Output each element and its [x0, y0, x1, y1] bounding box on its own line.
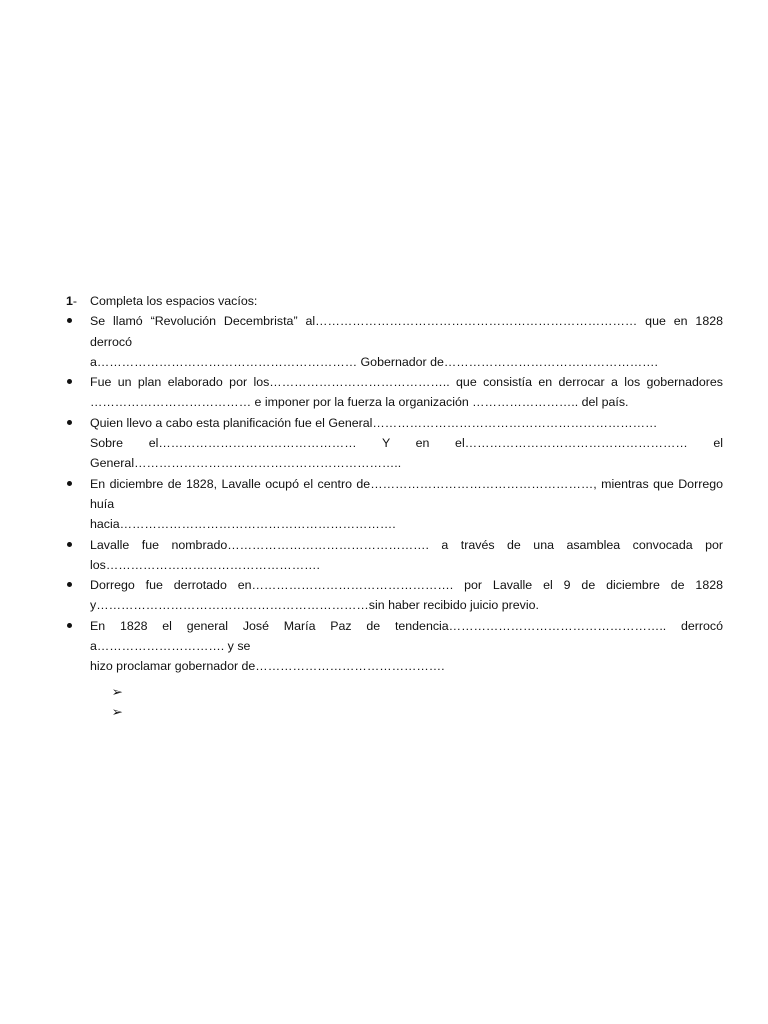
- exercise-block: [66, 291, 723, 677]
- item-line: hacia………………………………………………………….: [90, 517, 396, 532]
- fill-in-item: [66, 575, 723, 616]
- item-line: ………………………………… e imponer por la fuerza la organización …………………….. del país.: [90, 395, 629, 410]
- exercise-heading: [66, 291, 723, 311]
- fill-in-item: [66, 413, 723, 474]
- fill-in-item: [66, 474, 723, 535]
- fill-in-item: [66, 311, 723, 372]
- arrow-bullet-item: [112, 702, 122, 722]
- arrow-bullet-icon: ➢: [111, 685, 123, 699]
- fill-in-list: [66, 311, 723, 676]
- arrow-bullet-item: [112, 682, 122, 702]
- fill-in-item: [66, 372, 723, 413]
- item-line: En diciembre de 1828, Lavalle ocupó el centro de………………………………………………, mientras que Dorrego huía: [90, 476, 723, 511]
- item-line: a……………………………………………………… Gobernador de…………………………………………….: [90, 354, 658, 369]
- item-line: Quien llevo a cabo esta planificación fue el General……………………………………………………………: [90, 415, 658, 430]
- item-line: y…………………………………………………………sin haber recibido juicio previo.: [90, 598, 539, 613]
- item-line: En 1828 el general José María Paz de tendencia…………………………………………….. derrocó a…………………………. y se: [90, 618, 723, 654]
- item-line: los…………………………………………….: [90, 557, 320, 572]
- item-line: General………………………………………………………..: [90, 456, 402, 471]
- item-line: hizo proclamar gobernador de……………………………………….: [90, 659, 445, 674]
- arrow-bullet-icon: ➢: [111, 705, 123, 720]
- item-line: Sobre el………………………………………… Y en el……………………………………………… el: [90, 436, 723, 451]
- exercise-instruction: Completa los espacios vacíos:: [90, 294, 258, 308]
- arrow-bullet-list: [112, 682, 122, 723]
- item-line: Fue un plan elaborado por los…………………………………….. que consistía en derrocar a los gobernadores: [90, 375, 723, 390]
- item-line: Dorrego fue derrotado en…………………………………………. por Lavalle el 9 de diciembre de 1828: [90, 578, 723, 593]
- exercise-number: 1-: [66, 294, 78, 308]
- fill-in-item: [66, 616, 723, 677]
- item-line: Se llamó “Revolución Decembrista” al…………………………………………………………………… que en 1828 derrocó: [90, 314, 723, 349]
- fill-in-item: [66, 535, 723, 576]
- item-line: Lavalle fue nombrado…………………………………………. a través de una asamblea convocada por: [90, 537, 723, 552]
